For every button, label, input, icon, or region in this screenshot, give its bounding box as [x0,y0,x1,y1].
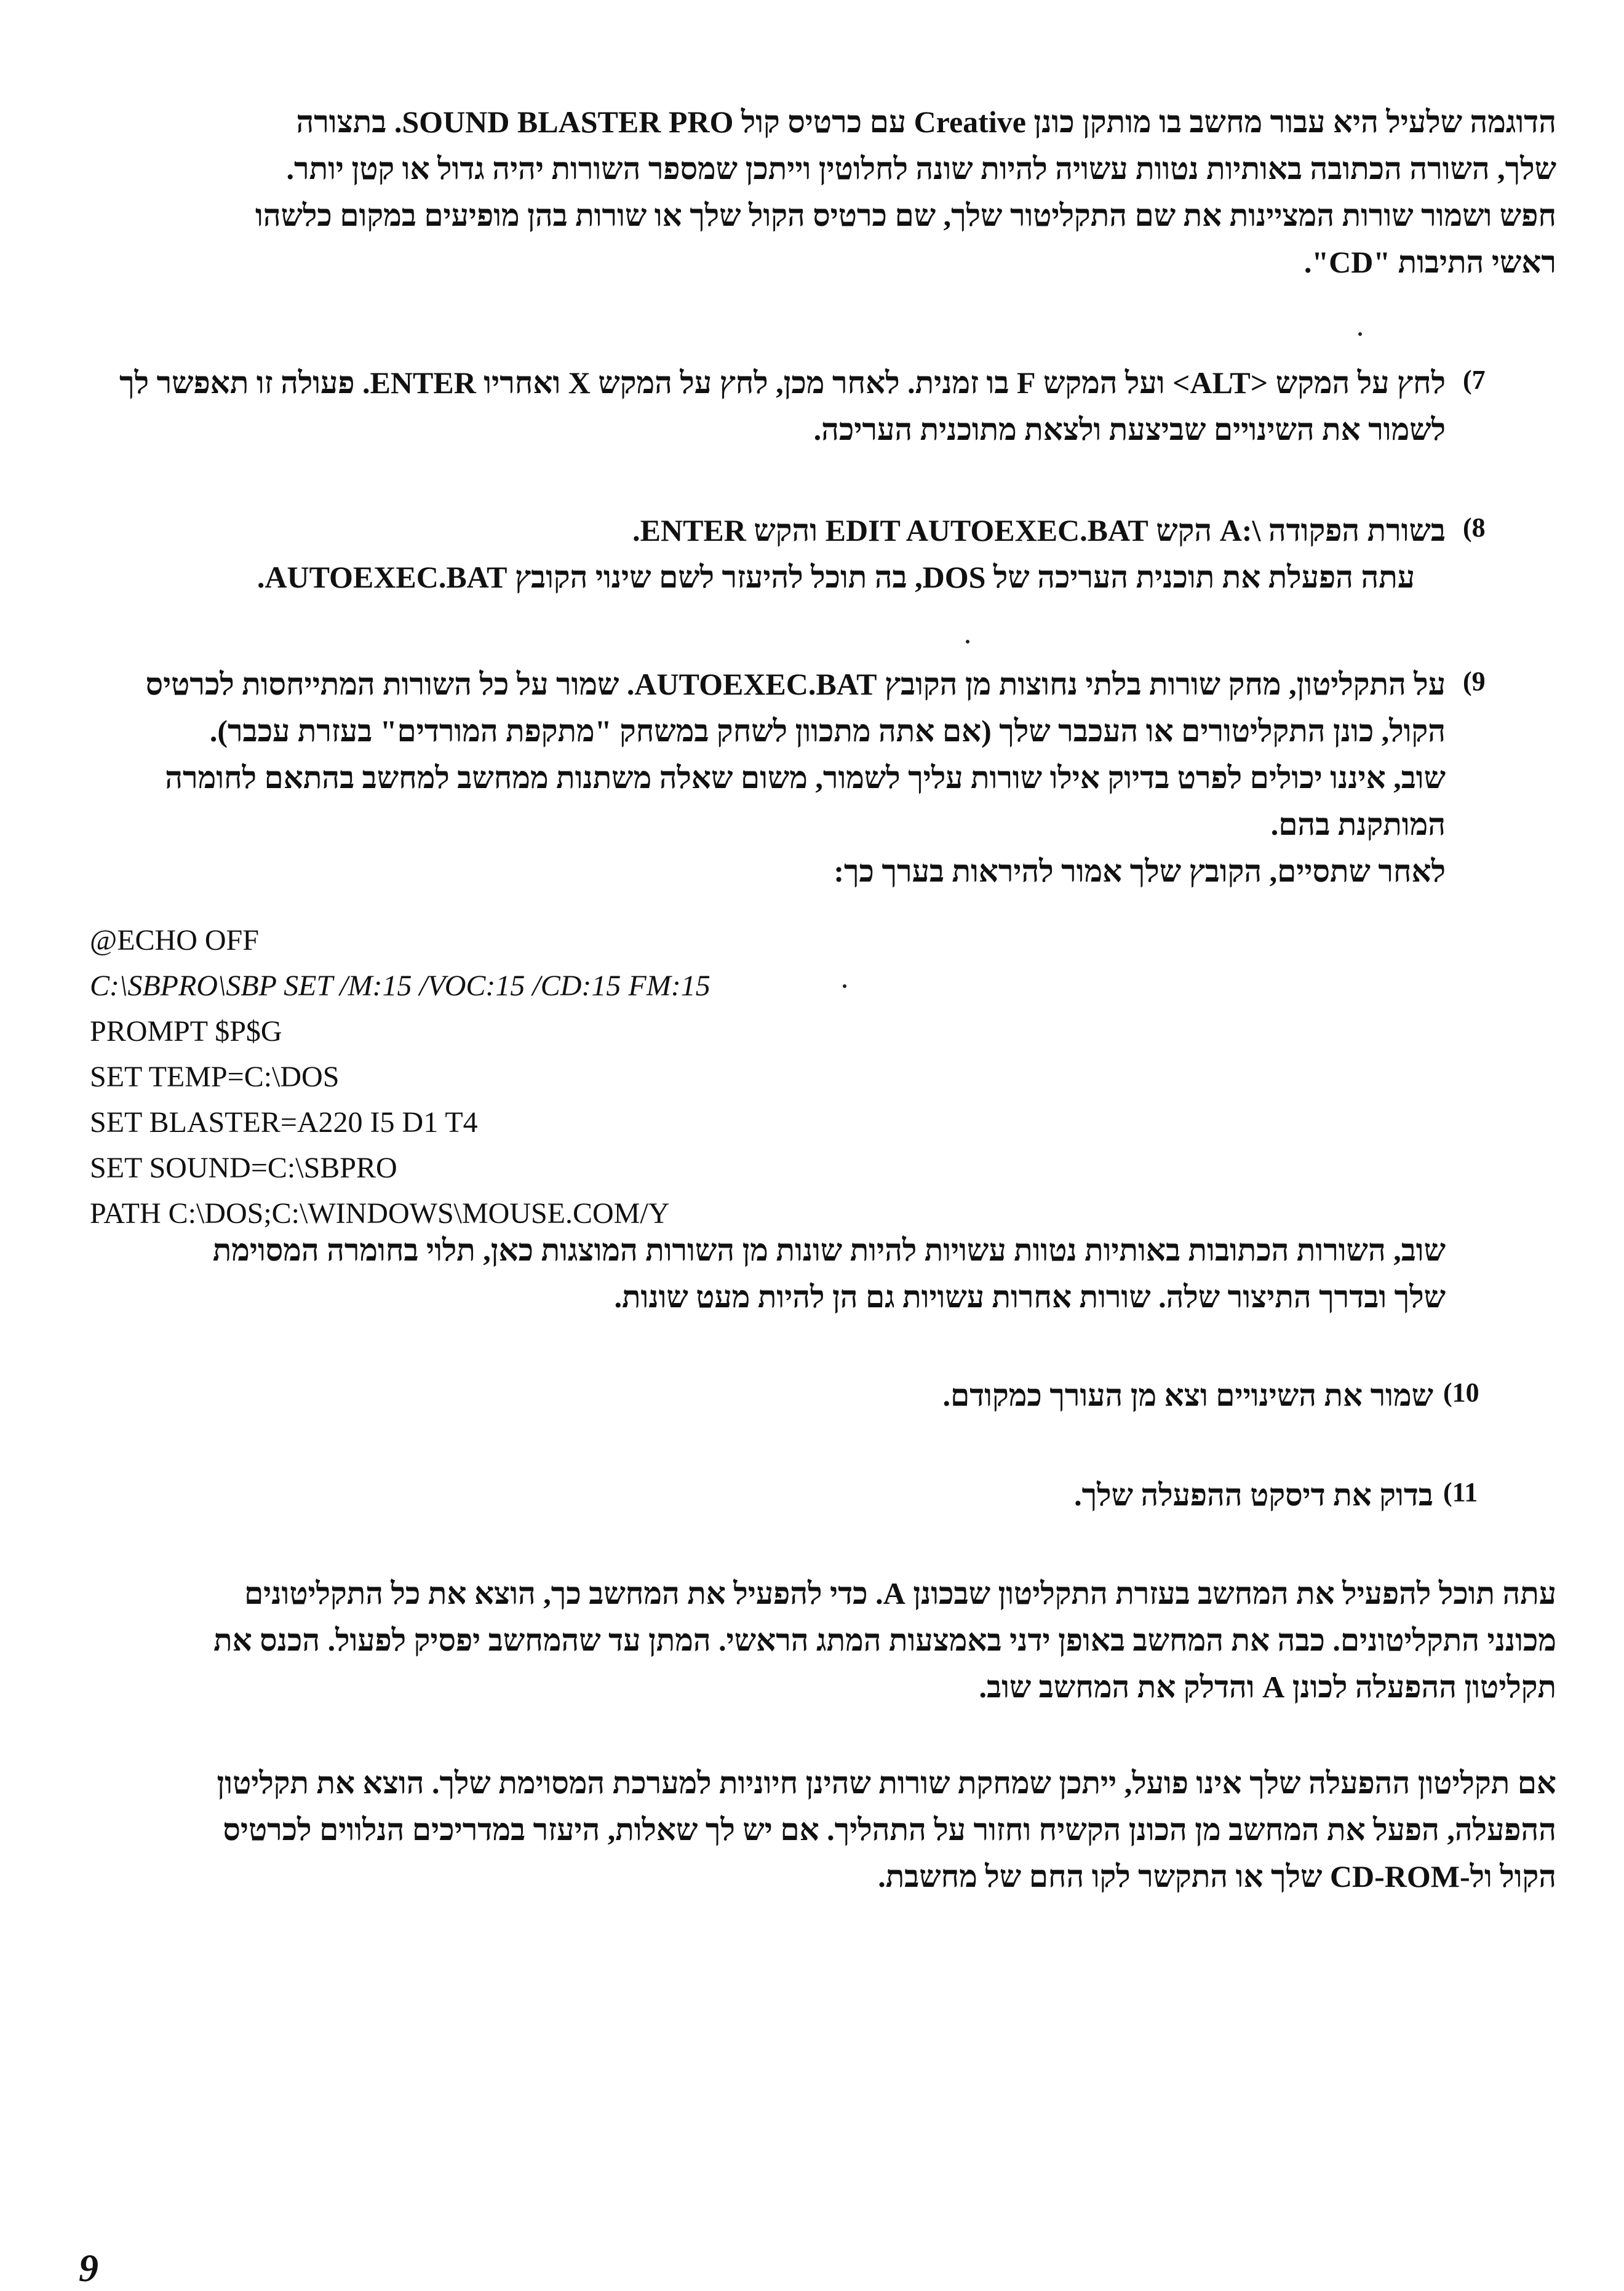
code-line: SET SOUND=C:\SBPRO [90,1152,397,1184]
boot-line: עתה תוכל להפעיל את המחשב בעזרת התקליטון שבכונן A. כדי להפעיל את המחשב כך, הוצא את כל התקליטונים [244,1576,1556,1611]
step-9-number: (9 [1463,666,1486,696]
step-9-line: על התקליטון, מחק שורות בלתי נחוצות מן הקובץ AUTOEXEC.BAT. שמור על כל השורות המתייחסות לכרטיס [145,667,1446,701]
intro-paragraph [117,98,1556,285]
step-7-line: לחץ על המקש <ALT> ועל המקש F בו זמנית. לאחר מכן, לחץ על המקש X ואחריו ENTER. פעולה זו תאפשר לך [119,365,1446,400]
code-line: PATH C:\DOS;C:\WINDOWS\MOUSE.COM/Y [90,1197,670,1230]
intro-line: חפש ושמור שורות המציינות את שם התקליטור שלך, שם כרטיס הקול שלך או שורות בהן מופיעים במקום כלשהו [255,198,1556,233]
step-9-line: שוב, איננו יכולים לפרט בדיוק אילו שורות עליך לשמור, משום שאלה משתנות ממחשב למחשב בהתאם לחומרה [165,760,1446,795]
boot-line: מכונני התקליטונים. כבה את המחשב באופן ידני באמצעות המתג הראשי. המתן עד שהמחשב יפסיק לפעול. הכנס את [213,1623,1556,1657]
code-line: SET BLASTER=A220 I5 D1 T4 [90,1106,478,1139]
step-10-text [554,1372,1433,1419]
step-9-text [105,661,1446,894]
intro-line: ראשי התיבות "CD". [1304,245,1556,279]
boot-paragraph [117,1570,1556,1710]
step-8-line: עתה הפעלת את תוכנית העריכה של DOS, בה תוכל להיעזר לשם שינוי הקובץ AUTOEXEC.BAT. [257,560,1415,594]
stray-dot [843,984,846,988]
boot-line: תקליטון ההפעלה לכונן A והדלק את המחשב שוב. [979,1670,1556,1704]
step-8-number: (8 [1463,512,1486,543]
code-line: PROMPT $P$G [90,1015,282,1048]
step-10-line: שמור את השינויים וצא מן העורך כמקודם. [942,1378,1433,1412]
autoexec-code-block [90,918,710,1237]
fail-line: הקול ול-CD-ROM שלך או התקשר לקו החם של מחשבת. [878,1859,1556,1894]
fail-line: ההפעלה, הפעל את המחשב מן הכונן הקשיח וחזור על התהליך. אם יש לך שאלות, היעזר במדריכים הנלווים לכרטיס [223,1812,1556,1847]
step-7-line: לשמור את השינויים שביצעת ולצאת מתוכנית העריכה. [813,412,1446,447]
step-11-text [554,1472,1433,1518]
after-code-line: שוב, השורות הכתובות באותיות נטוות עשויות להיות שונות מן השורות המוצגות כאן, תלוי בחומרה המסוימת [212,1233,1446,1267]
step-8-text [258,507,1446,600]
intro-line: הדוגמה שלעיל היא עבור מחשב בו מותקן כונן Creative עם כרטיס קול SOUND BLASTER PRO. בתצורה [296,105,1556,139]
step-7-number: (7 [1463,365,1486,395]
code-line: C:\SBPRO\SBP SET /M:15 /VOC:15 /CD:15 FM:15 [90,970,710,1002]
fail-paragraph [105,1759,1556,1900]
stray-dot [1358,332,1362,336]
page-number: 9 [79,2246,98,2290]
step-9-line: הקול, כונן התקליטורים או העכבר שלך (אם אתה מתכוון לשחק במשחק "מתקפת המורדים" בעזרת עכבר). [209,714,1446,748]
code-line: SET TEMP=C:\DOS [90,1061,340,1093]
fail-line: אם תקליטון ההפעלה שלך אינו פועל, ייתכן שמחקת שורות שהינן חיוניות למערכת המסוימת שלך. הוצא את תקליטון [217,1766,1556,1800]
intro-line: שלך, השורה הכתובה באותיות נטוות עשויה להיות שונה לחלוטין וייתכן שמספר השורות יהיה גדול או קטן יותר. [286,151,1556,186]
step-11-number: (11 [1443,1477,1478,1507]
stray-dot [966,640,969,643]
step-9-line: לאחר שתסיים, הקובץ שלך אמור להיראות בערך כך: [834,854,1446,888]
step-8-line: בשורת הפקודה \:A הקש EDIT AUTOEXEC.BAT והקש ENTER. [632,513,1446,548]
step-9-line: המותקנת בהם. [1270,807,1446,842]
code-line: @ECHO OFF [90,924,259,957]
step-11-line: בדוק את דיסקט ההפעלה שלך. [1074,1478,1433,1512]
step-10-number: (10 [1443,1377,1479,1408]
after-code-line: שלך ובדרך התיצור שלה. שורות אחרות עשויות גם הן להיות מעט שונות. [614,1280,1446,1314]
step-7-text [117,359,1446,453]
after-code-paragraph [117,1227,1446,1320]
